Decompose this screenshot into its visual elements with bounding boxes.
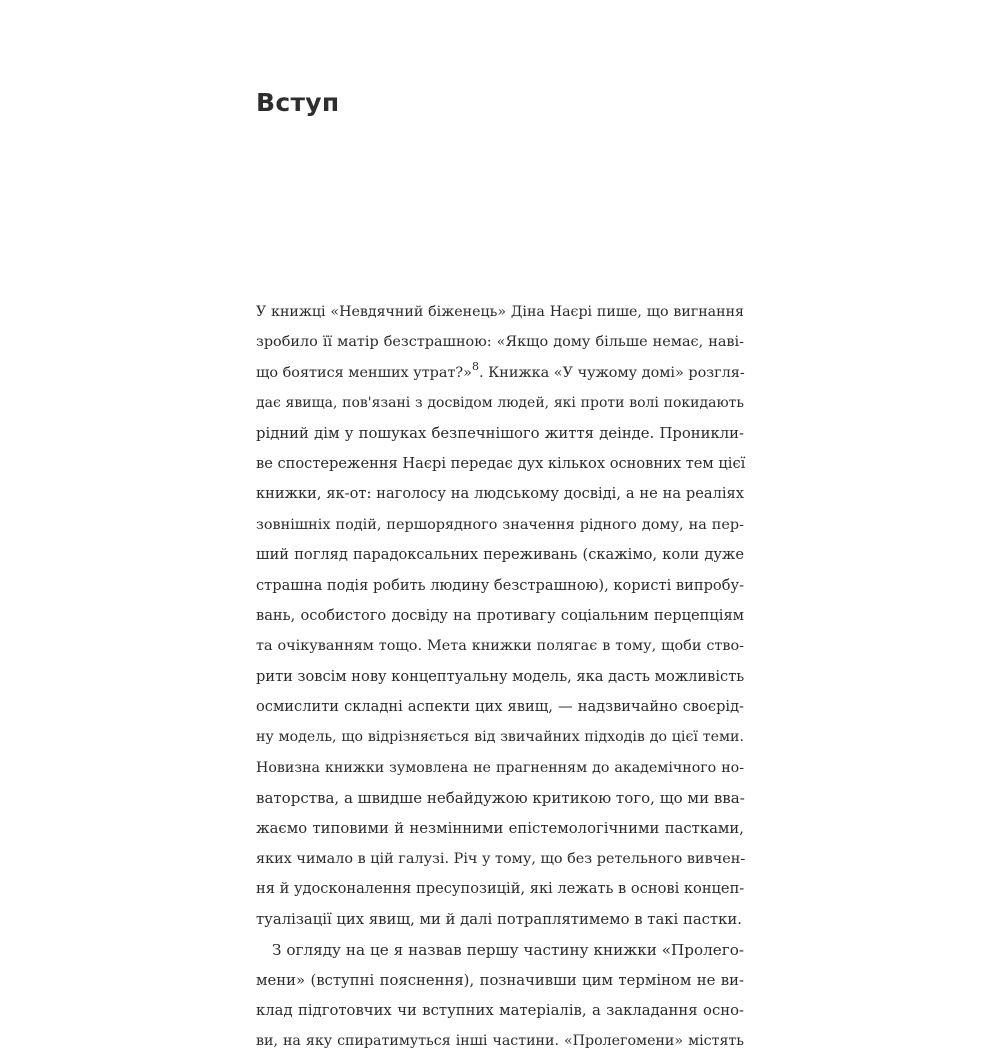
text-line: страшна подія робить людину безстрашною), користі випробу- <box>256 576 744 594</box>
text-line: осмислити складні аспекти цих явищ, — надзвичайно своєрід- <box>256 698 744 716</box>
text-line: зовнішніх подій, першорядного значення рідного дому, на пер- <box>256 516 744 533</box>
text-line: ня й удосконалення пресупозицій, які лежать в основі концеп- <box>256 880 745 898</box>
text-line: жаємо типовими й незмінними епістемологічними пастками, <box>256 819 744 837</box>
text-line: туалізації цих явищ, ми й далі потраплятимемо в такі пастки. <box>256 910 742 928</box>
text-fragment: . Книжка «У чужому домі» розгля- <box>478 364 745 381</box>
text-line: У книжці «Невдячний біженець» Діна Наєрі пише, що вигнання <box>256 304 744 320</box>
text-line: зробило її матір безстрашною: «Якщо дому більше немає, наві- <box>256 334 744 351</box>
text-line: вань, особистого досвіду на противагу соціальним перцепціям <box>256 606 744 624</box>
text-line: ви, на яку спиратимуться інші частини. «Пролегомени» містять <box>256 1033 744 1050</box>
text-line: З огляду на це я назвав першу частину книжки «Пролего- <box>272 941 744 960</box>
text-line: ну модель, що відрізняється від звичайних підходів до цієї теми. <box>256 729 744 746</box>
text-line: та очікуванням тощо. Мета книжки полягає в тому, щоби ство- <box>256 638 744 655</box>
text-line: Новизна книжки зумовлена не прагненням до академічного но- <box>256 759 744 776</box>
chapter-heading: Вступ <box>256 88 340 117</box>
text-fragment: що боятися менших утрат?» <box>256 364 472 381</box>
text-line: книжки, як-от: наголосу на людському досвіді, а не на реаліях <box>256 485 744 503</box>
footnote-marker: 8 <box>471 359 479 373</box>
text-line: ве спостереження Наєрі передає дух кількох основних тем цієї <box>256 454 746 472</box>
text-line: яких чимало в цій галузі. Річ у тому, що без ретельного вивчен- <box>256 851 746 868</box>
text-line: рити зовсім нову концептуальну модель, яка дасть можливість <box>256 667 745 685</box>
text-line: дає явища, пов'язані з досвідом людей, які проти волі покидають <box>256 395 744 412</box>
text-line: клад підготовчих чи вступних матеріалів, а закладання осно- <box>256 1001 744 1019</box>
body-text <box>256 297 744 1057</box>
text-line: ший погляд парадоксальних переживань (скажімо, коли дуже <box>256 546 744 564</box>
text-line: мени» (вступні пояснення), позначивши цим терміном не ви- <box>256 971 744 989</box>
text-line-with-footnote <box>256 358 744 388</box>
text-line: рідний дім у пошуках безпечнішого життя деінде. Проникли- <box>256 424 744 442</box>
text-line: ваторства, а швидше небайдужою критикою того, що ми вва- <box>256 789 745 808</box>
